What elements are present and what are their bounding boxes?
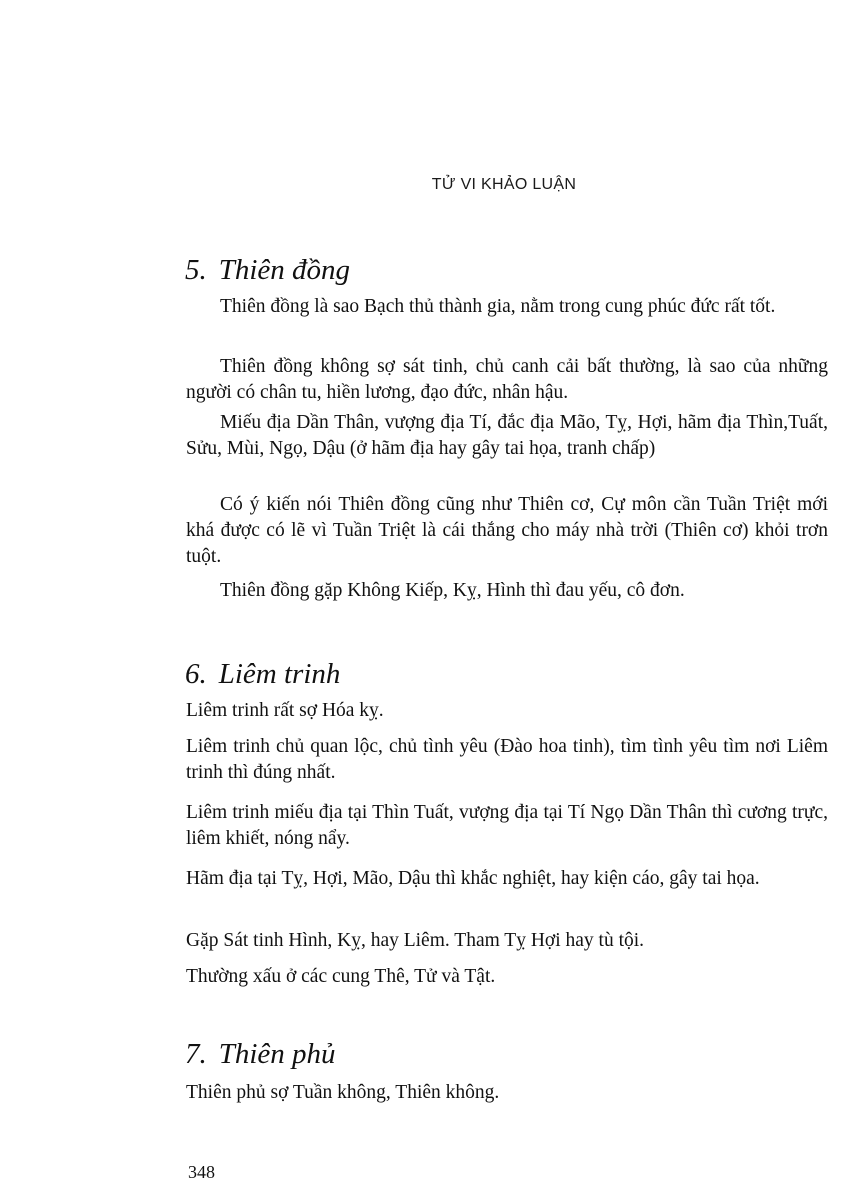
running-header: TỬ VI KHẢO LUẬN: [431, 176, 577, 193]
paragraph: Liêm trinh miếu địa tại Thìn Tuất, vượng địa tại Tí Ngọ Dần Thân thì cương trực, liêm khiết, nóng nẩy.: [186, 802, 828, 849]
section-title-5: [185, 254, 350, 287]
paragraph: Có ý kiến nói Thiên đồng cũng như Thiên cơ, Cự môn cần Tuần Triệt mới khá được có lẽ vì Tuần Triệt là cái thắng cho máy nhà trời (Thiên cơ) khỏi trơn tuột.: [186, 494, 828, 567]
paragraph: Miếu địa Dần Thân, vượng địa Tí, đắc địa Mão, Tỵ, Hợi, hãm địa Thìn,Tuất, Sửu, Mùi, Ngọ, Dậu (ở hãm địa hay gây tai họa, tranh chấp): [186, 412, 828, 459]
page-number: 348: [188, 1162, 215, 1182]
section-title-6: [185, 658, 340, 691]
section-heading: Thiên phủ: [218, 1038, 336, 1070]
section-title-7: [185, 1038, 336, 1071]
paragraph: Thiên đồng là sao Bạch thủ thành gia, nằm trong cung phúc đức rất tốt.: [220, 296, 776, 317]
paragraph: Liêm trinh chủ quan lộc, chủ tình yêu (Đào hoa tinh), tìm tình yêu tìm nơi Liêm trinh thì đúng nhất.: [186, 736, 828, 783]
section-heading: Thiên đồng: [218, 254, 351, 286]
paragraph: Liêm trinh rất sợ Hóa kỵ.: [186, 700, 384, 721]
section-number: 7.: [185, 1038, 207, 1070]
section-heading: Liêm trinh: [218, 658, 341, 690]
paragraph: Thiên phủ sợ Tuần không, Thiên không.: [186, 1082, 500, 1103]
paragraph: Thường xấu ở các cung Thê, Tử và Tật.: [186, 966, 496, 987]
section-number: 5.: [185, 254, 207, 286]
paragraph: Hãm địa tại Tỵ, Hợi, Mão, Dậu thì khắc nghiệt, hay kiện cáo, gây tai họa.: [186, 868, 760, 889]
paragraph: Thiên đồng gặp Không Kiếp, Kỵ, Hình thì đau yếu, cô đơn.: [220, 580, 685, 601]
paragraph: Gặp Sát tinh Hình, Kỵ, hay Liêm. Tham Tỵ Hợi hay tù tội.: [186, 930, 645, 951]
paragraph: Thiên đồng không sợ sát tinh, chủ canh cải bất thường, là sao của những người có chân tu, hiền lương, đạo đức, nhân hậu.: [186, 356, 828, 403]
section-number: 6.: [185, 658, 207, 690]
